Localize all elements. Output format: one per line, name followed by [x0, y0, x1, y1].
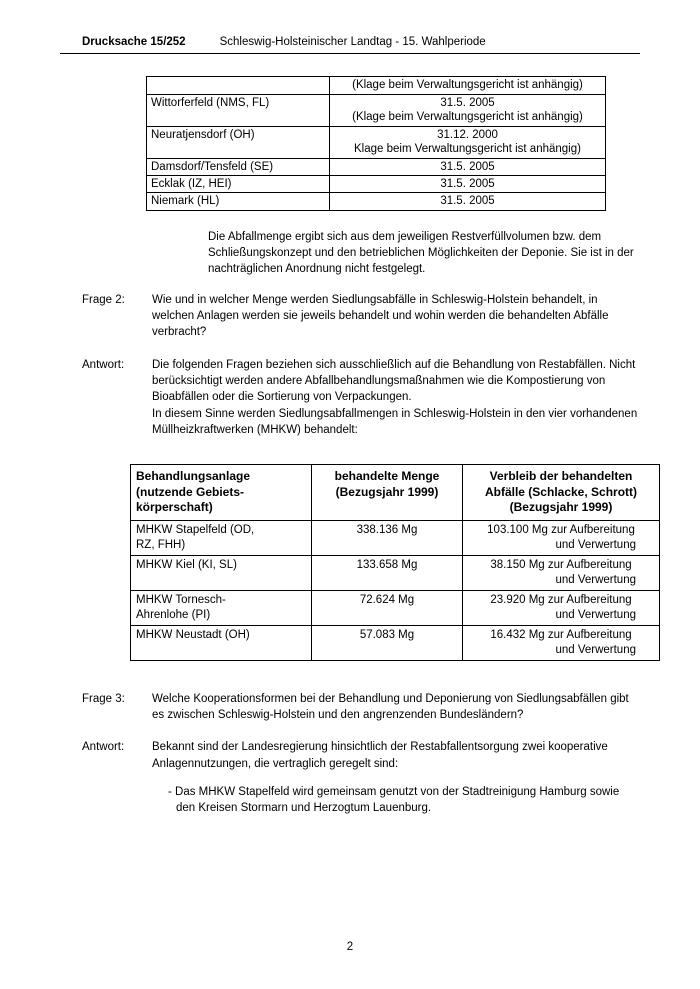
deponie-name — [147, 77, 330, 95]
frage-2-text: Wie und in welcher Menge werden Siedlungsabfälle in Schleswig-Holstein behandelt, in welchen Anlagen werden sie jeweils behandelt und wohin werden die behandelten Abfälle verbracht? — [152, 293, 609, 339]
deponie-value — [330, 126, 606, 158]
antwort-3-paragraph-1: Bekannt sind der Landesregierung hinsichtlich der Restabfallentsorgung zwei kooperative Anlagennutzungen, die vertraglich geregelt sind: — [152, 741, 608, 770]
mhkw-verbleib-line1: 103.100 Mg zur Aufbereitung — [487, 524, 635, 537]
page-header — [60, 36, 640, 54]
frage-3-label: Frage 3: — [82, 692, 125, 705]
deponie-name: Ecklak (IZ, HEI) — [147, 175, 330, 192]
mhkw-menge: 57.083 Mg — [312, 625, 463, 660]
deponie-name: Neuratjensdorf (OH) — [147, 126, 330, 158]
antwort-2-paragraph-2: In diesem Sinne werden Siedlungsabfallmengen in Schleswig-Holstein in den vier vorhandenen Müllheizkraftwerken (MHKW) behandelt: — [152, 407, 638, 436]
mhkw-menge: 133.658 Mg — [312, 555, 463, 590]
deponie-value-line1: 31.12. 2000 — [437, 128, 498, 141]
list-item: - Das MHKW Stapelfeld wird gemeinsam genutzt von der Stadtreinigung Hamburg sowie den Kreisen Stormarn und Herzogtum Lauenburg. — [168, 785, 620, 815]
table-row — [131, 590, 660, 625]
mhkw-verbleib — [463, 590, 660, 625]
antwort-3-text — [152, 739, 640, 816]
deponie-value — [330, 95, 606, 127]
table-row — [131, 521, 660, 556]
mhkw-menge: 338.136 Mg — [312, 521, 463, 556]
column-header-verbleib-line1: Verbleib der behandelten — [489, 469, 633, 484]
deponie-value-line1: 31.5. 2005 — [440, 97, 495, 109]
antwort-3-block — [60, 739, 640, 816]
deponie-value: 31.5. 2005 — [330, 175, 606, 192]
column-header-anlage-line2: (nutzende Gebiets- — [136, 484, 245, 499]
mhkw-verbleib-line2: und Verwertung — [555, 643, 636, 656]
column-header-verbleib — [463, 465, 660, 521]
mhkw-anlage-line1: MHKW Kiel (KI, SL) — [136, 558, 237, 571]
column-header-anlage-line1: Behandlungsanlage — [136, 469, 251, 484]
deponie-name: Damsdorf/Tensfeld (SE) — [147, 158, 330, 175]
column-header-menge — [312, 465, 463, 521]
mhkw-anlage-line1: MHKW Stapelfeld (OD, — [136, 524, 255, 537]
mhkw-anlage-line2: Ahrenlohe (PI) — [136, 608, 211, 621]
table-row — [147, 126, 606, 158]
mhkw-verbleib-line1: 16.432 Mg zur Aufbereitung — [490, 628, 632, 641]
column-header-anlage — [131, 465, 312, 521]
mhkw-anlage — [131, 521, 312, 556]
table-row — [131, 625, 660, 660]
frage-2-block — [60, 292, 640, 341]
table-header-row — [131, 465, 660, 521]
intro-paragraph: Die Abfallmenge ergibt sich aus dem jeweiligen Restverfüllvolumen bzw. dem Schließungskonzept und den betrieblichen Möglichkeiten der Deponie. Sie ist in der nachträglichen Anordnung nicht festgelegt. — [208, 230, 634, 276]
page-number: 2 — [346, 941, 354, 953]
column-header-menge-line1: behandelte Menge — [334, 469, 440, 484]
table-row — [147, 193, 606, 210]
deponien-table — [146, 76, 606, 211]
deponie-value: 31.5. 2005 — [330, 158, 606, 175]
frage-3-text: Welche Kooperationsformen bei der Behandlung und Deponierung von Siedlungsabfällen gibt es zwischen Schleswig-Holstein und den angrenzenden Bundesländern? — [152, 692, 629, 721]
mhkw-anlage — [131, 555, 312, 590]
mhkw-verbleib-line2: und Verwertung — [555, 573, 636, 586]
mhkw-anlage — [131, 590, 312, 625]
deponie-value: 31.5. 2005 — [330, 193, 606, 210]
deponie-value-line2: Klage beim Verwaltungsgericht ist anhängig) — [354, 143, 581, 156]
antwort-2-paragraph-1: Die folgenden Fragen beziehen sich ausschließlich auf die Behandlung von Restabfällen. Nicht berücksichtigt werden andere Abfallbehandlungsmaßnahmen wie die Kompostierung von Bioabfällen oder die Sortierung von Verpackungen. — [152, 358, 636, 404]
mhkw-verbleib-line1: 23.920 Mg zur Aufbereitung — [490, 593, 632, 606]
mhkw-verbleib — [463, 555, 660, 590]
mhkw-verbleib-line1: 38.150 Mg zur Aufbereitung — [490, 558, 632, 571]
mhkw-menge: 72.624 Mg — [312, 590, 463, 625]
column-header-anlage-line3: körperschaft) — [136, 500, 213, 515]
deponie-value — [330, 77, 606, 95]
mhkw-verbleib — [463, 625, 660, 660]
frage-2-label: Frage 2: — [82, 293, 125, 306]
mhkw-verbleib-line2: und Verwertung — [555, 538, 636, 551]
mhkw-verbleib-line2: und Verwertung — [555, 608, 636, 621]
document-title: Schleswig-Holsteinischer Landtag - 15. Wahlperiode — [219, 36, 486, 48]
antwort-3-label: Antwort: — [82, 741, 125, 754]
mhkw-anlage-line1: MHKW Tornesch- — [136, 593, 226, 606]
column-header-menge-line2: (Bezugsjahr 1999) — [335, 484, 439, 499]
deponie-name: Niemark (HL) — [147, 193, 330, 210]
mhkw-anlage-line2: RZ, FHH) — [136, 538, 186, 551]
frage-3-block — [60, 691, 640, 724]
mhkw-table — [130, 464, 660, 660]
mhkw-anlage — [131, 625, 312, 660]
table-row — [147, 175, 606, 192]
document-number: Drucksache 15/252 — [82, 36, 186, 48]
deponie-name: Wittorferfeld (NMS, FL) — [147, 95, 330, 127]
antwort-2-block — [60, 357, 640, 439]
antwort-2-text — [152, 357, 640, 439]
deponie-value-line2: (Klage beim Verwaltungsgericht ist anhängig) — [352, 111, 583, 124]
table-row — [131, 555, 660, 590]
table-row — [147, 77, 606, 95]
antwort-2-label: Antwort: — [82, 358, 125, 371]
mhkw-verbleib — [463, 521, 660, 556]
antwort-3-list — [152, 784, 640, 817]
column-header-verbleib-line2: Abfälle (Schlacke, Schrott) — [484, 484, 638, 499]
table-row — [147, 158, 606, 175]
deponie-value-line1: (Klage beim Verwaltungsgericht ist anhängig) — [352, 79, 583, 91]
column-header-verbleib-line3: (Bezugsjahr 1999) — [509, 500, 613, 515]
table-row — [147, 95, 606, 127]
mhkw-anlage-line1: MHKW Neustadt (OH) — [136, 628, 250, 641]
